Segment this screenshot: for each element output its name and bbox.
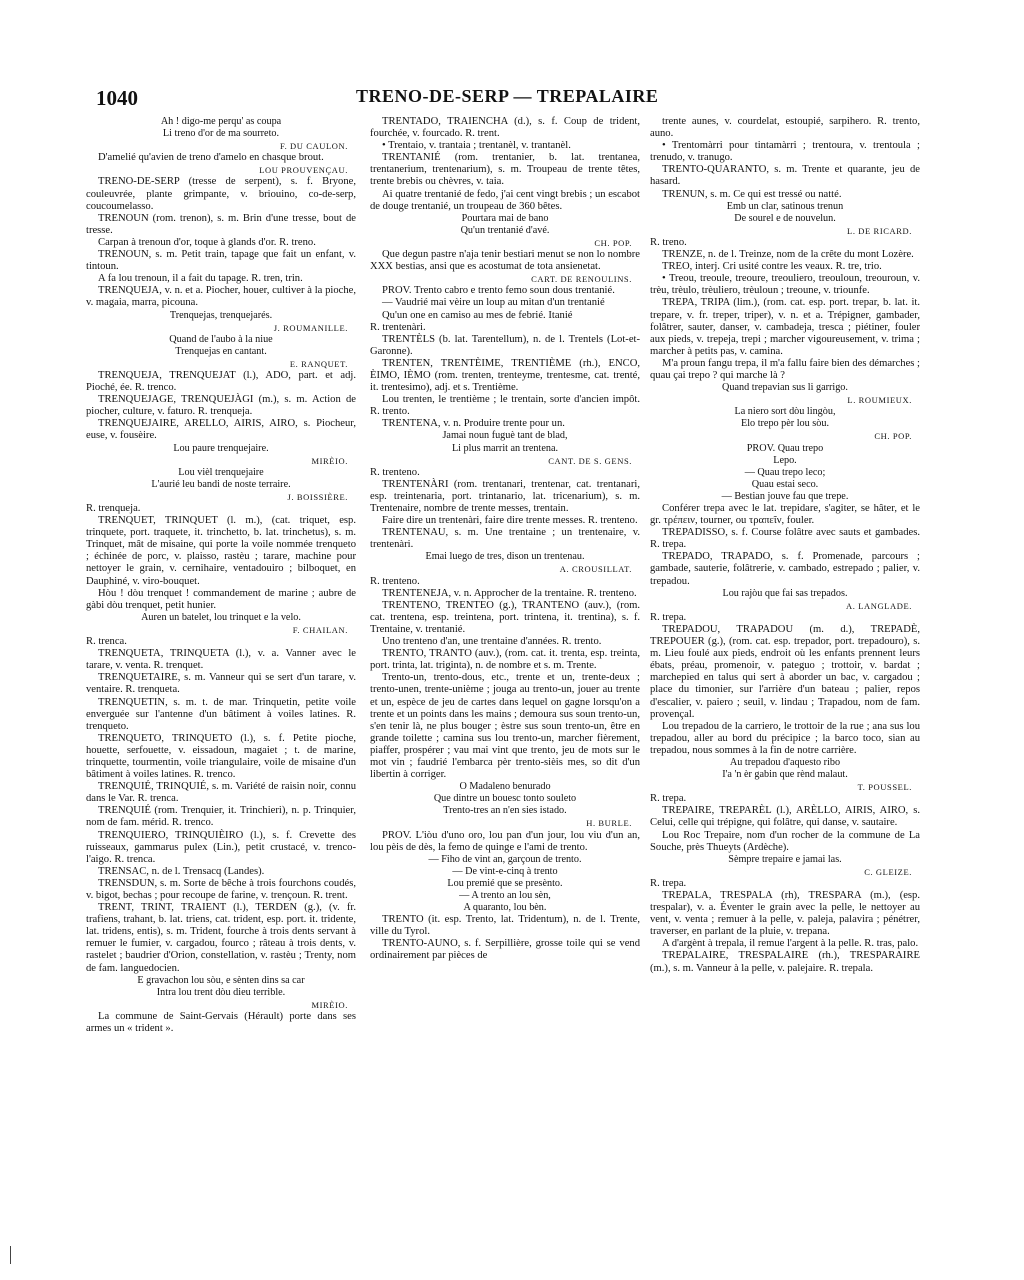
dictionary-entry: Ai quatre trentanié de fedo, j'ai cent vingt brebis ; un escabot de douge trentanié, un troupeau de 360 bêtes. xyxy=(370,188,640,212)
dictionary-entry: R. trepa. xyxy=(650,611,687,623)
dictionary-entry: TREPALAIRE, TRESPALAIRE (rh.), TRESPARAIRE (m.), s. m. Vanneur à la pelle, v. palejaire. R. trepala. xyxy=(650,950,920,974)
dictionary-entry: TRENSAC, n. de l. Trensacq (Landes). xyxy=(98,865,265,877)
quote-source: L. DE RICARD. xyxy=(847,225,912,236)
dictionary-entry: Que degun pastre n'aja tenir bestiari menut se non lo nombre XXX bestias, ansi que es acostumat de tota ansienetat. xyxy=(370,249,640,273)
quotation-line: Que dintre un bouesc tonto souleto xyxy=(433,793,577,805)
dictionary-entry: R. trenca. xyxy=(86,636,127,648)
dictionary-entry: TREPADOU, TRAPADOU (m. d.), TREPADÈ, TREPOUER (g.), (rom. cat. esp. trepador, port. trepadouro), s. m. Lieu foulé aux pieds, endroit où les enfants prennent leurs ébats, préau, promenoir, v. pateguo ; trottoir, v. bardat ; marchepied en talus qui sert à aborder un bac, v. cargadou ; place du timonier, sur l'arrière d'un bateau ; palier, repos d'escalier, v. paiero ; seuil, v. lindau ; Trapadou, nom de fam. provençal. xyxy=(650,623,920,720)
dictionary-entry: Qu'un one en camiso au mes de febrié. Itanié xyxy=(382,309,573,321)
dictionary-entry: Uno trenteno d'an, une trentaine d'années. R. trento. xyxy=(382,636,602,648)
dictionary-entry: TRENQUEJA, v. n. et a. Piocher, houer, cultiver à la pioche, v. magaia, marra, picouna. xyxy=(86,285,356,309)
dictionary-entry: Lou Roc Trepaire, nom d'un rocher de la commune de La Souche, près Thueyts (Ardèche). xyxy=(650,829,920,853)
quote-source: A. LANGLADE. xyxy=(846,600,912,611)
quotation-line: I'a 'n èr gabin que rènd malaut. xyxy=(722,769,848,781)
scan-edge-mark xyxy=(10,1246,11,1264)
quotation-line: Li plus marrit an trentena. xyxy=(451,442,559,454)
dictionary-entry: TRENTENA, v. n. Produire trente pour un. xyxy=(382,418,565,430)
quotation-line: Lou vièl trenquejaire xyxy=(178,466,264,478)
quote-source: CH. POP. xyxy=(594,237,632,248)
quote-source: F. CHAILAN. xyxy=(292,624,348,635)
quotation-line: Intra lou trent dòu dieu terrible. xyxy=(156,986,286,998)
quotation-line: Trenquejas, trenquejarés. xyxy=(169,309,273,321)
dictionary-entry: TRENTENÀRI (rom. trentanari, trentenar, cat. trentanari, esp. treintenaria, port. trintanario, lat. tricenarium), s. m. Trentenaire, nombre de trente messes, trentain. xyxy=(370,478,640,514)
quote-source: E. RANQUET. xyxy=(289,358,348,369)
quote-source: LOU PROUVENÇAU. xyxy=(259,165,348,176)
quotation-line: — De vint-e-cinq à trento xyxy=(452,865,558,877)
quotation-line: De sourel e de nouvelun. xyxy=(734,212,836,224)
dictionary-entry: TREPALA, TRESPALA (rh), TRESPARA (m.), (esp. trespalar), v. a. Éventer le grain avec la pelle, le nettoyer au vent, v. venta ; remuer à la pelle, v. paleja, palavira ; pénétrer, traverser, en parlant de la pluie, v. trepana. xyxy=(650,890,920,938)
dictionary-entry: • Trentaio, v. trantaia ; trentanèl, v. trantanèl. xyxy=(382,140,571,152)
dictionary-entry: Faire dire un trentenàri, faire dire trente messes. R. trenteno. xyxy=(382,515,638,527)
dictionary-entry: TRENTO (it. esp. Trento, lat. Tridentum), n. de l. Trente, ville du Tyrol. xyxy=(370,914,640,938)
dictionary-entry: TRENTENO, TRENTEO (g.), TRANTENO (auv.), (rom. cat. trentena, esp. treintena, port. trintena, it. trentina), s. f. Trentaine, v. trentanié. xyxy=(370,599,640,635)
quotation-line: Lou paure trenquejaire. xyxy=(173,442,269,454)
dictionary-entry: — Vaudrié mai vèire un loup au mitan d'un trentanié xyxy=(382,297,605,309)
quotation-line: Pourtara mai de bano xyxy=(461,212,549,224)
dictionary-entry: • Treou, treoule, treoure, treouliero, treouloun, treouroun, v. trèu, trèulo, trèuliero, trèuloun ; treoune, v. triounfe. xyxy=(650,273,920,297)
dictionary-entry: Lou trepadou de la carriero, le trottoir de la rue ; ana sus lou trepadou, aller au bord du précipice ; la barco toco, sian au trepadou, nous sommes à la fin de notre carrière. xyxy=(650,720,920,756)
quotation-line: Lepo. xyxy=(773,454,797,466)
dictionary-entry: TREPAIRE, TREPARÈL (l.), ARÈLLO, AIRIS, AIRO, s. Celui, celle qui trépigne, qui folâtre, qui danse, v. sautaire. xyxy=(650,805,920,829)
quote-source: CANT. DE S. GENS. xyxy=(548,455,632,466)
quotation-line: Trenquejas en cantant. xyxy=(175,345,267,357)
quotation-line: Lou premié que se presènto. xyxy=(447,877,563,889)
dictionary-entry: TRENOUN (rom. trenon), s. m. Brin d'une tresse, bout de tresse. xyxy=(86,212,356,236)
quote-source: F. DU CAULON. xyxy=(279,141,348,152)
quotation-line: Sèmpre trepaire e jamai las. xyxy=(728,853,842,865)
dictionary-entry: TREO, interj. Cri usité contre les veaux. R. tre, trio. xyxy=(662,261,882,273)
dictionary-entry: TRENTEN, TRENTÈIME, TRENTIÈME (rh.), ENCO, ÈIMO, IÈMO (rom. trenten, trenteyme, trentesme, cat. trenté, it. trentesimo), adj. et s. Trentième. xyxy=(370,357,640,394)
dictionary-entry: TRENTÈLS (b. lat. Tarentellum), n. de l. Trentels (Lot-et-Garonne). xyxy=(370,333,640,357)
dictionary-entry: TRENQUIÉ, TRINQUIÉ, s. m. Variété de raisin noir, connu dans le Var. R. trenca. xyxy=(86,781,356,805)
quotation-line: E gravachon lou sòu, e sènten dins sa car xyxy=(137,974,305,986)
dictionary-entry: TRENQUIÉ (rom. Trenquier, it. Trinchieri), n. p. Trinquier, nom de fam. mérid. R. trenco. xyxy=(86,805,356,829)
dictionary-entry: TRENT, TRINT, TRAIENT (l.), TERDEN (g.), (v. fr. trafiens, trahant, b. lat. triens, cat. trident, esp. port. it. tridente, lat. tridens, entis), s. m. Trident, fourche à trois dents servant à remuer le fumier, v. cargadou, fourco ; râteau à trois dents, v. rastelet ; baudrier d'Orion, constellation, v. rastèu ; Trenty, nom de fam. languedocien. xyxy=(86,902,356,974)
dictionary-entry: R. trentenàri. xyxy=(370,321,426,333)
quote-source: L. ROUMIEUX. xyxy=(847,395,912,406)
dictionary-entry: TRENO-DE-SERP (tresse de serpent), s. f. Bryone, couleuvrée, plante grimpante, v. briouino, co-de-serp, coucoumelasso. xyxy=(86,176,356,212)
quotation-line: La niero sort dòu lingòu, xyxy=(734,406,836,418)
dictionary-entry: PROV. Trento cabro e trento femo soun dous trentanié. xyxy=(382,285,615,297)
page-number: 1040 xyxy=(96,86,138,110)
column-middle xyxy=(370,116,640,1206)
dictionary-entry: TRENTANIÉ (rom. trentanier, b. lat. trentanea, trentanerium, trentenarium), s. m. Troupeau de trente têtes, trente brebis ou chèvres, v. taia. xyxy=(370,152,640,188)
dictionary-entry: TREPA, TRIPA (lim.), (rom. cat. esp. port. trepar, b. lat. it. trepare, v. fr. treper, triper), v. n. et a. Trépigner, gambader, folâtrer, sauter, danser, v. cambadeja, tresca ; piétiner, fouler aux pieds, v. trepeja, trepi ; marcher vigoureusement, v. trima ; marcher à petits pas, v. camina. xyxy=(650,297,920,357)
quote-source: MIRÈIO. xyxy=(311,999,348,1010)
quote-source: CART. DE RENOULINS. xyxy=(531,274,632,285)
dictionary-entry: TRENZE, n. de l. Treinze, nom de la crête du mont Lozère. xyxy=(662,249,914,261)
dictionary-entry: TRENQUET, TRINQUET (l. m.), (cat. triquet, esp. trinquete, port. traquete, it. trinchetto, b. lat. trinchetus), s. m. Trinquet, mât de misaine, qui porte la voile nommée trenqueto ; échinée de porc, v. plaisso, rastèu ; tarare, machine pour nettoyer le grain, v. cernihaire, ventadouiro ; bilboquet, en Dauphiné, v. viro-bouquet. xyxy=(86,515,356,587)
dictionary-entry: D'amelié qu'avien de treno d'amelo en chasque brout. xyxy=(98,152,324,164)
quote-source: MIRÈIO. xyxy=(311,455,348,466)
dictionary-entry: TRENQUEJAGE, TRENQUEJÀGI (m.), s. m. Action de piocher, culture, v. faturo. R. trenqueja. xyxy=(86,394,356,418)
dictionary-entry: TRENTADO, TRAIENCHA (d.), s. f. Coup de trident, fourchée, v. fourcado. R. trent. xyxy=(370,116,640,140)
dictionary-entry: TREPADISSO, s. f. Course folâtre avec sauts et gambades. R. trepa. xyxy=(650,527,920,551)
dictionary-entry: M'a proun fangu trepa, il m'a fallu faire bien des démarches ; quau çai trepo ? qui marche là ? xyxy=(650,357,920,381)
dictionary-entry: TREPADO, TRAPADO, s. f. Promenade, parcours ; gambade, sauterie, folâtrerie, v. cambado, estrepado ; palier, v. trepadou. xyxy=(650,551,920,587)
quotation-line: Elo trepo pèr lou sòu. xyxy=(741,418,829,430)
dictionary-entry: TRENTO, TRANTO (auv.), (rom. cat. it. trenta, esp. treinta, port. trinta, lat. triginta), n. de nombre et s. m. Trente. xyxy=(370,648,640,672)
dictionary-entry: TRENOUN, s. m. Petit train, tapage que fait un enfant, v. tintoun. xyxy=(86,249,356,273)
quote-source: CH. POP. xyxy=(874,431,912,442)
dictionary-entry: La commune de Saint-Gervais (Hérault) porte dans ses armes un « trident ». xyxy=(86,1010,356,1035)
dictionary-entry: Lou trenten, le trentième ; le trentain, sorte d'ancien impôt. R. trento. xyxy=(370,394,640,418)
quotation-line: Jamai noun fuguè tant de blad, xyxy=(442,430,568,442)
quotation-line: PROV. Quau trepo xyxy=(746,442,824,454)
dictionary-entry: R. treno. xyxy=(650,236,687,248)
dictionary-entry: PROV. L'iòu d'uno oro, lou pan d'un jour, lou viu d'un an, lou pèis de dès, la femo de quinge e l'ami de trento. xyxy=(370,829,640,853)
dictionary-entry: TRENQUEJA, TRENQUEJAT (l.), ADO, part. et adj. Pioché, ée. R. trenco. xyxy=(86,369,356,394)
quotation-line: A quaranto, lou bèn. xyxy=(463,902,547,914)
quotation-line: Quand de l'aubo à la niue xyxy=(169,333,273,345)
quotation-line: Li treno d'or de ma sourreto. xyxy=(162,128,280,140)
dictionary-entry: TRENQUETA, TRINQUETA (l.), v. a. Vanner avec le tarare, v. venta. R. trenquet. xyxy=(86,648,356,672)
quote-source: A. CROUSILLAT. xyxy=(559,564,632,575)
quotation-line: — Fiho de vint an, garçoun de trento. xyxy=(428,853,582,865)
dictionary-entry: TRENTENEJA, v. n. Approcher de la trentaine. R. trenteno. xyxy=(382,587,637,599)
dictionary-entry: Trento-un, trento-dous, etc., trente et un, trente-deux ; trento-unen, trente-unième ; jouga au trento-un, jouer au trente et un, espèce de jeu de cartes dans lequel on gagne lorsqu'on a trente et un points dans les mains ; demoura sus soun trento-un, s'en tenir là, ne plus bouger ; èstre sus soun trento-un, être en grande toilette ; camina sus lou trento-un, marcher fièrement, piaffer, prospérer ; vau mai vint que trento, jeu de mots sur le mot vin ; faudrié l'embarca pèr trento-sièis mes, so dit d'un libertin à corriger. xyxy=(370,672,640,781)
dictionary-entry: TRENQUEJAIRE, ARELLO, AIRIS, AIRO, s. Piocheur, euse, v. fousèire. xyxy=(86,418,356,442)
dictionary-entry: R. trepa. xyxy=(650,877,687,889)
quote-source: T. POUSSEL. xyxy=(857,782,912,793)
quotation-line: Au trepadou d'aquesto ribo xyxy=(729,756,841,768)
quotation-line: Quand trepavian sus li garrigo. xyxy=(722,382,848,394)
dictionary-entry: A d'argènt à trepala, il remue l'argent à la pelle. R. tras, palo. xyxy=(662,938,919,950)
quotation-line: O Madaleno benurado xyxy=(459,781,551,793)
column-left xyxy=(86,116,356,1206)
quote-source: J. BOISSIÈRE. xyxy=(287,491,348,502)
dictionary-entry: Hòu ! dòu trenquet ! commandement de marine ; aubre de gàbi dòu trenquet, petit hunier. xyxy=(86,587,356,611)
column-right xyxy=(650,116,920,1206)
dictionary-entry: TRENQUETAIRE, s. m. Vanneur qui se sert d'un tarare, v. ventaire. R. trenqueta. xyxy=(86,672,356,696)
dictionary-entry: TRENSDUN, s. m. Sorte de bêche à trois fourchons coudés, v. bigot, bechas ; pour recoupe de farine, v. trençoun. R. trent. xyxy=(86,877,356,901)
dictionary-entry: R. trenteno. xyxy=(370,575,420,587)
dictionary-entry: TRENTENAU, s. m. Une trentaine ; un trentenaire, v. trentenàri. xyxy=(370,527,640,551)
dictionary-entry: TRENTO-QUARANTO, s. m. Trente et quarante, jeu de hasard. xyxy=(650,164,920,188)
dictionary-entry: Conférer trepa avec le lat. trepidare, s'agiter, se hâter, et le gr. τρέπειν, tourner, ou τραπεῖν, fouler. xyxy=(650,503,920,527)
dictionary-entry: TRENUN, s. m. Ce qui est tressé ou natté. xyxy=(662,188,842,200)
quotation-line: Trento-tres an n'en sies istado. xyxy=(443,805,567,817)
dictionary-entry: R. trenqueja. xyxy=(86,503,141,514)
dictionary-entry: TRENTO-AUNO, s. f. Serpillière, grosse toile qui se vend ordinairement par pièces de xyxy=(370,938,640,962)
quotation-line: Ah ! digo-me perqu' as coupa xyxy=(160,116,282,127)
dictionary-entry: TRENQUETIN, s. m. t. de mar. Trinquetin, petite voile enverguée sur l'antenne d'un bâtiment à voiles latines. R. trenqueto. xyxy=(86,696,356,732)
quotation-line: — Quau trepo leco; xyxy=(744,466,826,478)
dictionary-entry: trente aunes, v. courdelat, estoupié, sarpihero. R. trento, auno. xyxy=(650,116,920,140)
dictionary-entry: TRENQUETO, TRINQUETO (l.), s. f. Petite pioche, houette, serfouette, v. eissadoun, magaiet ; t. de marine, trinquette, tourmentin, voile triangulaire, voile de misaine d'un bâtiment à voiles latines. R. trenco. xyxy=(86,732,356,781)
quotation-line: — A trento an lou sèn, xyxy=(459,890,551,901)
quotation-line: L'aurié leu bandi de noste terraire. xyxy=(151,478,291,490)
quote-source: C. GLEIZE. xyxy=(864,866,912,877)
dictionary-entry: Carpan à trenoun d'or, toque à glands d'or. R. treno. xyxy=(98,236,316,248)
quotation-line: Qu'un trentanié d'avé. xyxy=(460,224,550,236)
quotation-line: Quau estai seco. xyxy=(751,478,819,490)
running-head: TRENO-DE-SERP — TREPALAIRE xyxy=(356,86,659,106)
quotation-line: Emb un clar, satinous trenun xyxy=(726,200,844,212)
quotation-line: — Bestian jouve fau que trepe. xyxy=(721,490,849,502)
dictionary-entry: TRENQUIERO, TRINQUIÈIRO (l.), s. f. Crevette des ruisseaux, gammarus pulex (Lin.), petit crustacé, v. trenco-l'aigo. R. trenca. xyxy=(86,829,356,865)
dictionary-entry: R. trenteno. xyxy=(370,466,420,478)
quote-source: H. BURLE. xyxy=(586,818,632,829)
quotation-line: Auren un batelet, lou trinquet e la velo. xyxy=(141,611,301,623)
dictionary-entry: A fa lou trenoun, il a fait du tapage. R. tren, trin. xyxy=(98,273,303,285)
dictionary-entry: • Trentomàrri pour tintamàrri ; trentoura, v. trentoula ; trenudo, v. tranugo. xyxy=(650,140,920,164)
quote-source: J. ROUMANILLE. xyxy=(273,322,348,333)
dictionary-entry: R. trepa. xyxy=(650,793,687,805)
quotation-line: Lou rajòu que fai sas trepados. xyxy=(722,587,848,599)
quotation-line: Emai luego de tres, dison un trentenau. xyxy=(425,551,585,563)
